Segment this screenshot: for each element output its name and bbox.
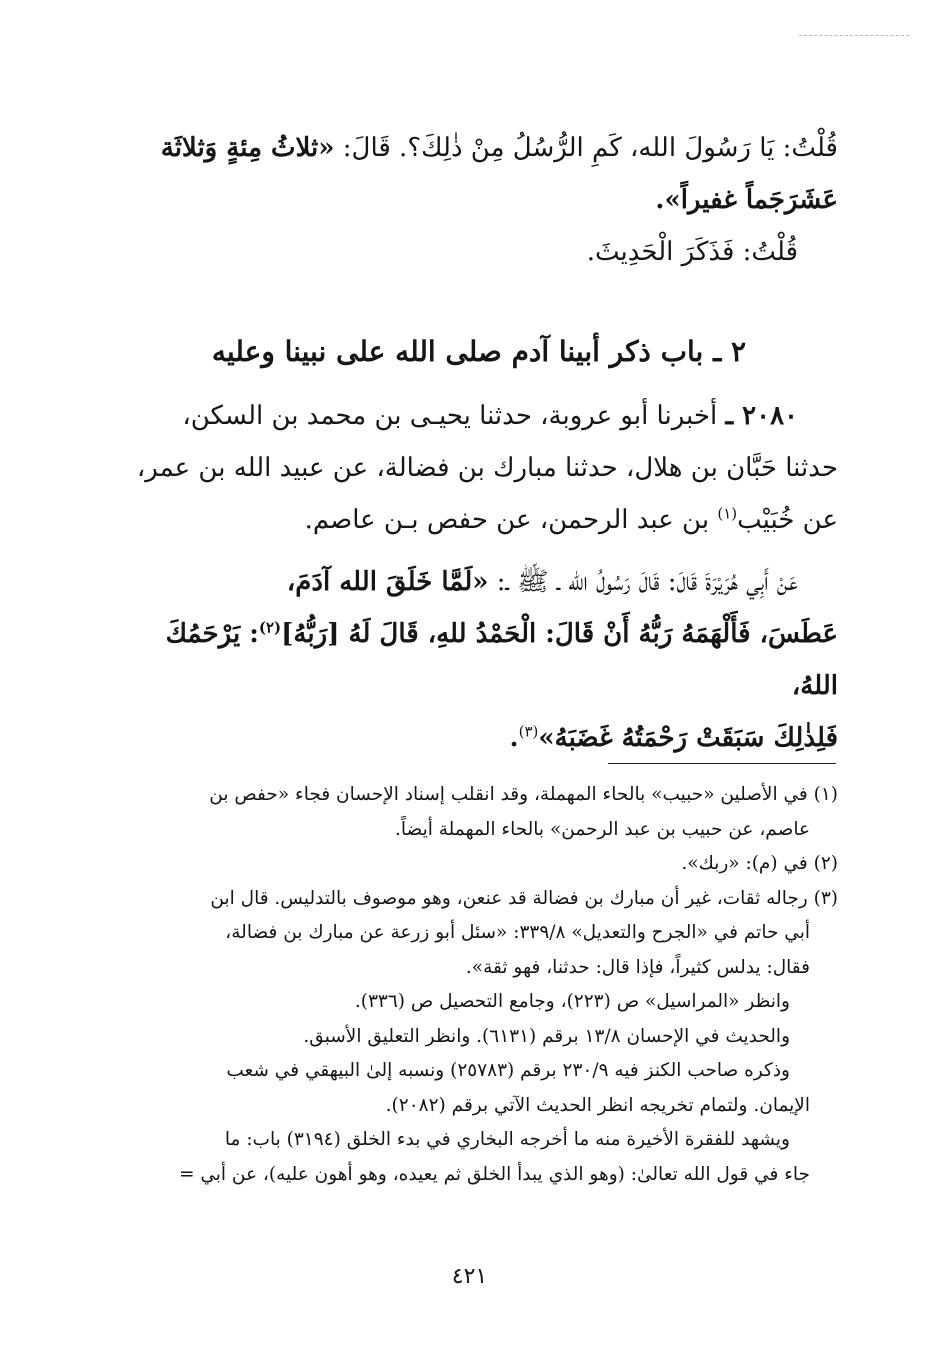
matn-text-1a: عَنْ أَبِي هُرَيْرَةَ قَالَ: قَالَ رَسُولُ الله ـ ﷺ ـ:	[488, 567, 798, 597]
spacer	[120, 278, 838, 326]
matn-text-3b: .	[509, 723, 519, 753]
footnote-3-line-6: وذكره صاحب الكنز فيه ٢٣٠/٩ برقم (٢٥٧٨٣) ونسبه إلىٰ البيهقي في شعب	[226, 1060, 790, 1081]
scan-margin-mark	[799, 35, 909, 37]
chapter-heading: ٢ ـ باب ذكر أبينا آدم صلى الله على نبينا وعليه	[211, 335, 747, 368]
footnote-divider	[608, 763, 836, 764]
footnote-ref-3: (٣)	[518, 722, 539, 741]
footnote-3-line-8: ويشهد للفقرة الأخيرة منه ما أخرجه البخاري في بدء الخلق (٣١٩٤) باب: ما	[224, 1129, 790, 1150]
footnote-3-line-2: أبي حاتم في «الجرح والتعديل» ٣٣٩/٨: «سئل أبو زرعة عن مبارك بن فضالة،	[225, 922, 810, 943]
footnote-3-line-7: الإيمان. ولتمام تخريجه انظر الحديث الآتي برقم (٢٠٨٢).	[385, 1094, 810, 1116]
page-number: ٤٢١	[451, 1264, 488, 1289]
footnote-ref-2: (٢)	[258, 618, 282, 637]
matn-text-2b: : يَرْحَمُكَ اللهُ،	[165, 619, 838, 701]
main-body	[120, 122, 838, 764]
text-line-2: عَشَرَجَماً غفيراً».	[655, 185, 838, 215]
dialogue-answer: «ثلاثُ مِئةٍ وَثلاثَة	[160, 133, 335, 163]
footnote-2: (٢) في (م): «ربك».	[681, 853, 838, 874]
isnad-line-2: حدثنا حَبَّان بن هلال، حدثنا مبارك بن فضالة، عن عبيد الله بن عمر،	[136, 453, 838, 483]
footnote-3-line-1: (٣) رجاله ثقات، غير أن مبارك بن فضالة قد عنعن، وهو موصوف بالتدليس. قال ابن	[210, 887, 838, 909]
isnad-text-1: أخبرنا أبو عروبة، حدثنا يحيـى بن محمد بن السكن،	[182, 401, 718, 431]
spacer	[120, 378, 838, 390]
matn-text-1b: «لَمَّا خَلَقَ الله آدَمَ،	[286, 567, 489, 597]
footnote-3-line-9: جاء في قول الله تعالىٰ: (وهو الذي يبدأ الخلق ثم يعيده، وهو أهون عليه)، عن أبي =	[178, 1163, 810, 1185]
footnote-3-line-3: فقال: يدلس كثيراً، فإذا قال: حدثنا، فهو ثقة».	[465, 956, 810, 978]
text-line-1	[120, 122, 838, 174]
dialogue-question: قُلْتُ: يَا رَسُولَ الله، كَمِ الرُّسُلُ مِنْ ذٰلِكَ؟. قَالَ:	[334, 133, 838, 163]
text-line-3: قُلْتُ: فَذَكَرَ الْحَدِيثَ.	[586, 237, 798, 267]
footnote-1-line-1: (١) في الأصلين «حبيب» بالحاء المهملة، وقد انقلب إسناد الإحسان فجاء «حفص بن	[209, 784, 838, 805]
hadith-number: ٢٠٨٠ ـ	[725, 401, 798, 431]
footnote-1-line-2: عاصم، عن حبيب بن عبد الرحمن» بالحاء المهملة أيضاً.	[395, 818, 810, 840]
footnotes	[110, 778, 838, 1192]
matn-text-2a: عَطَسَ، فَأَلْهَمَهُ رَبُّهُ أَنْ قَالَ: الْحَمْدُ للهِ، قَالَ لَهُ [رَبُّهُ]	[281, 619, 838, 649]
matn-line-2	[120, 608, 838, 712]
isnad-line-1	[120, 390, 838, 442]
footnote-ref-1: (١)	[717, 504, 738, 523]
isnad-text-3a: عن خُبَيْب	[737, 505, 838, 535]
matn-text-3a: فَلِذٰلِكَ سَبَقَتْ رَحْمَتُهُ غَضَبَهُ»	[538, 723, 838, 753]
matn-line-3	[120, 712, 838, 764]
footnote-3-line-5: والحديث في الإحسان ١٣/٨ برقم (٦١٣١). وانظر التعليق الأسبق.	[303, 1025, 790, 1047]
footnote-3-line-4: وانظر «المراسيل» ص (٢٢٣)، وجامع التحصيل ص (٣٣٦).	[354, 991, 790, 1012]
isnad-text-3b: بن عبد الرحمن، عن حفص بـن عاصم.	[304, 505, 718, 535]
matn-line-1	[120, 556, 838, 608]
isnad-line-3	[120, 494, 838, 546]
spacer	[120, 546, 838, 556]
